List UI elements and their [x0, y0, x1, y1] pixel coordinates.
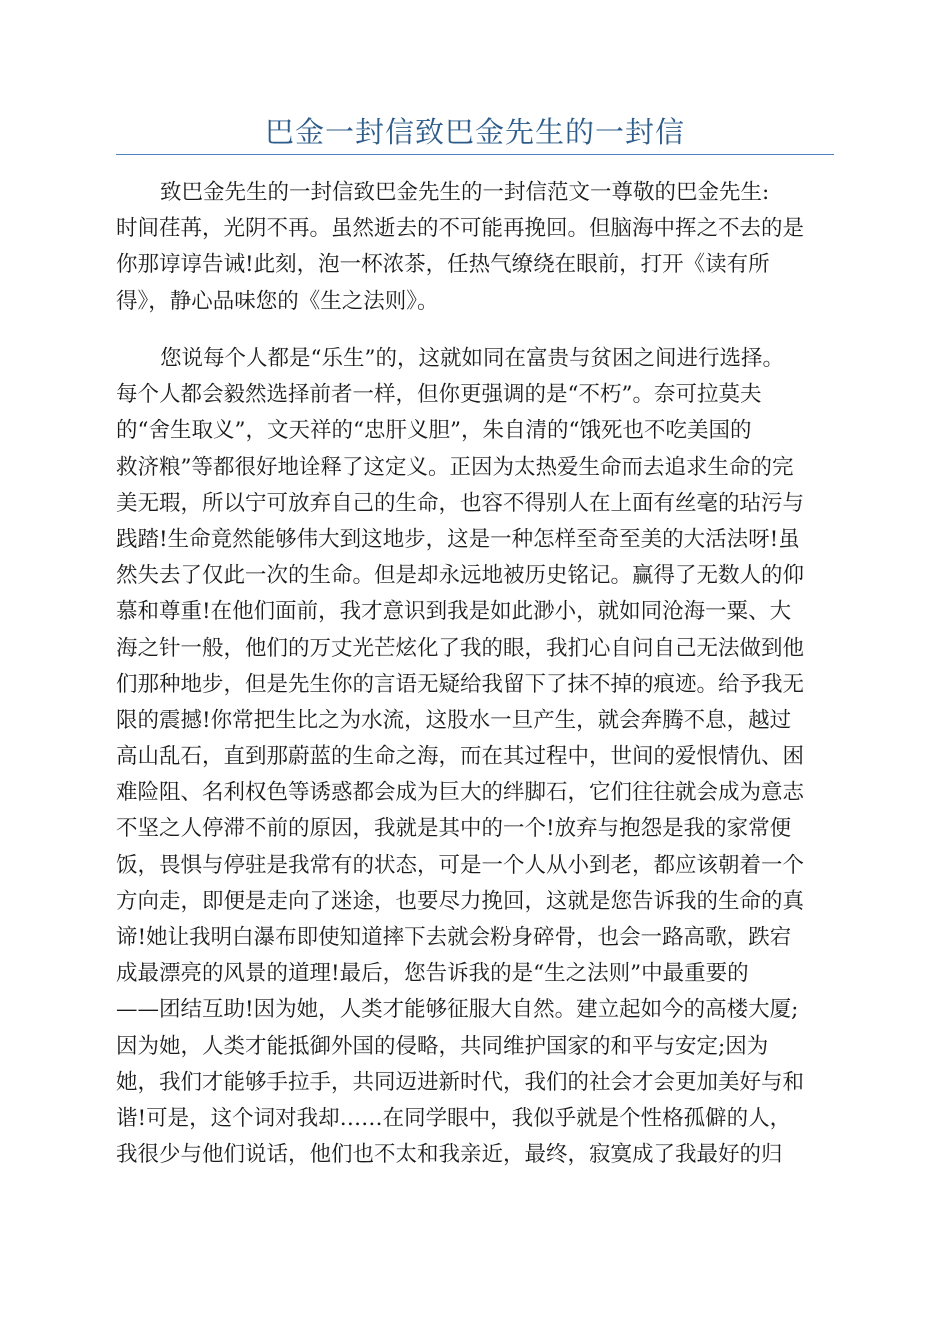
paragraph-line: 难险阻、名利权色等诱惑都会成为巨大的绊脚石，它们往往就会成为意志 [116, 780, 805, 806]
paragraph-line: 致巴金先生的一封信致巴金先生的一封信范文一尊敬的巴金先生: [160, 180, 770, 205]
paragraph-line: 得》，静心品味您的《生之法则》。 [116, 288, 439, 314]
paragraph-line: 我很少与他们说话，他们也不太和我亲近，最终，寂寞成了我最好的归 [116, 1142, 783, 1168]
paragraph-line: 们那种地步，但是先生你的言语无疑给我留下了抹不掉的痕迹。给予我无 [116, 671, 805, 697]
paragraph-1 [116, 175, 834, 320]
paragraph-line: 成最漂亮的风景的道理!最后，您告诉我的是“生之法则”中最重要的 [116, 961, 749, 987]
paragraph-line: 谛!她让我明白瀑布即使知道摔下去就会粉身碎骨，也会一路高歌，跌宕 [116, 925, 792, 950]
paragraph-line: 然失去了仅此一次的生命。但是却永远地被历史铭记。赢得了无数人的仰 [116, 563, 805, 589]
paragraph-line: 时间荏苒，光阴不再。虽然逝去的不可能再挽回。但脑海中挥之不去的是 [116, 216, 805, 242]
paragraph-line: ——团结互助!因为她，人类才能够征服大自然。建立起如今的高楼大厦; [116, 997, 799, 1023]
paragraph-line: 海之针一般，他们的万丈光芒炫化了我的眼，我扪心自问自己无法做到他 [116, 635, 805, 661]
document-title: 巴金一封信致巴金先生的一封信 [264, 115, 685, 149]
paragraph-line: 谐!可是，这个词对我却……在同学眼中，我似乎就是个性格孤僻的人， [116, 1105, 792, 1131]
paragraph-line: 的“舍生取义”，文天祥的“忠肝义胆”，朱自清的“饿死也不吃美国的 [116, 418, 752, 444]
paragraph-line: 因为她，人类才能抵御外国的侵略，共同维护国家的和平与安定;因为 [116, 1033, 769, 1059]
paragraph-line: 她，我们才能够手拉手，共同迈进新时代，我们的社会才会更加美好与和 [116, 1069, 805, 1095]
title-underline [116, 154, 834, 155]
paragraph-line: 高山乱石，直到那蔚蓝的生命之海，而在其过程中，世间的爱恨情仇、困 [116, 744, 805, 770]
paragraph-line: 限的震撼!你常把生比之为水流，这股水一旦产生，就会奔腾不息，越过 [116, 707, 792, 733]
paragraph-line: 每个人都会毅然选择前者一样，但你更强调的是“不朽”。奈可拉莫夫 [116, 382, 762, 408]
paragraph-line: 你那谆谆告诫!此刻，泡一杯浓茶，任热气缭绕在眼前，打开《读有所 [116, 252, 770, 278]
paragraph-line: 慕和尊重!在他们面前，我才意识到我是如此渺小，就如同沧海一粟、大 [116, 599, 792, 625]
paragraph-line: 您说每个人都是“乐生”的，这就如同在富贵与贫困之间进行选择。 [160, 346, 784, 371]
paragraph-line: 践踏!生命竟然能够伟大到这地步，这是一种怎样至奇至美的大活法呀!虽 [116, 526, 800, 552]
paragraph-line: 不坚之人停滞不前的原因，我就是其中的一个!放弃与抱怨是我的家常便 [116, 816, 792, 842]
paragraph-line: 方向走，即便是走向了迷途，也要尽力挽回，这就是您告诉我的生命的真 [116, 888, 805, 914]
paragraph-line: 美无瑕，所以宁可放弃自己的生命，也容不得别人在上面有丝毫的玷污与 [116, 490, 805, 516]
paragraph-line: 救济粮”等都很好地诠释了这定义。正因为太热爱生命而去追求生命的完 [116, 454, 794, 480]
paragraph-2 [116, 341, 834, 1173]
paragraph-line: 饭，畏惧与停驻是我常有的状态，可是一个人从小到老，都应该朝着一个 [116, 852, 805, 878]
